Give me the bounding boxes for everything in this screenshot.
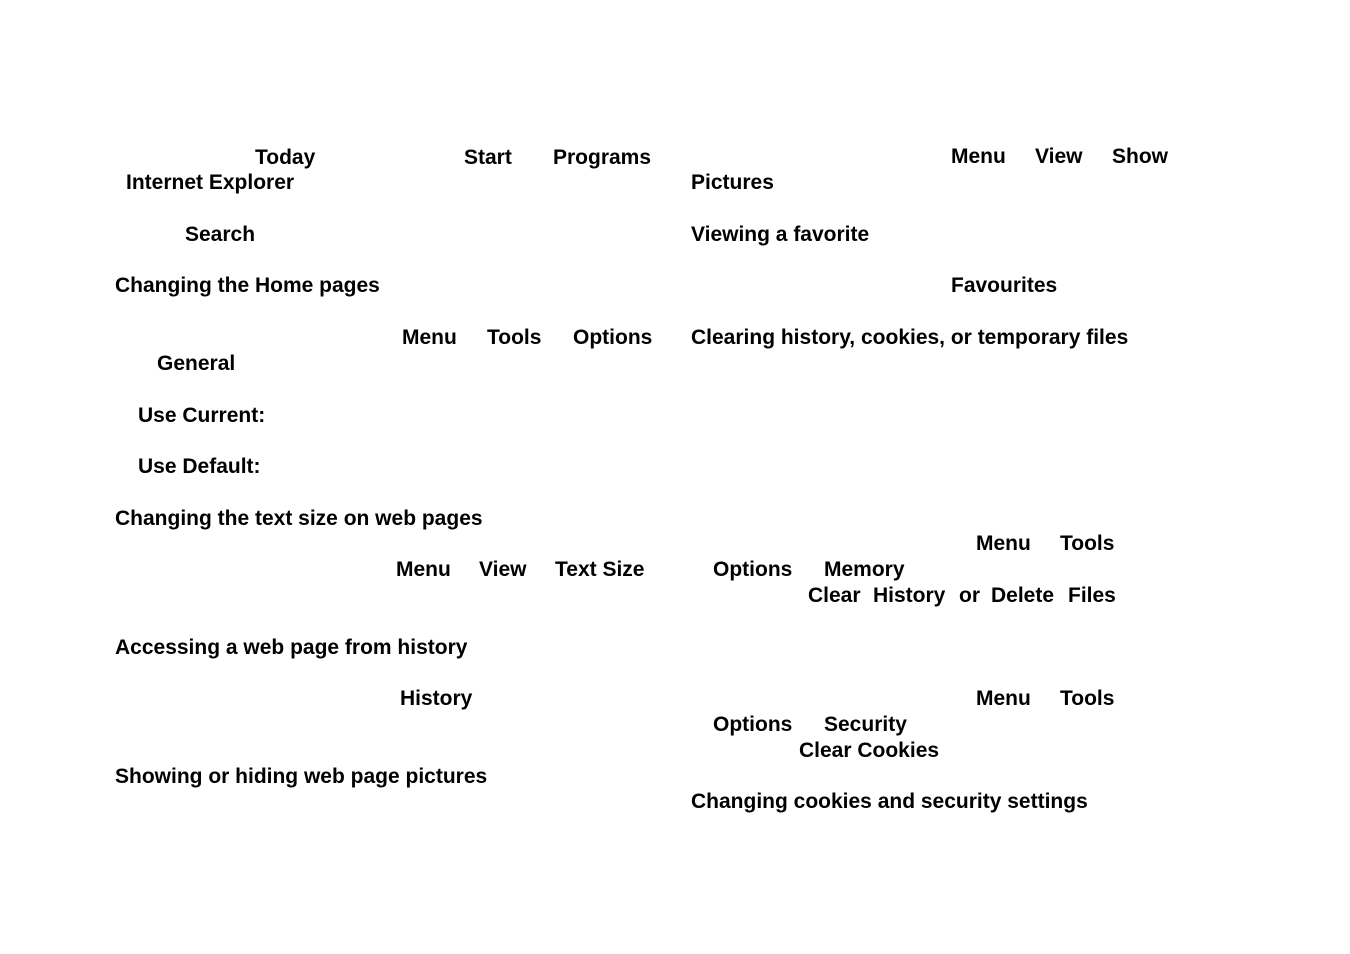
general-label: General (157, 352, 236, 375)
favourites-label: Favourites (951, 274, 1058, 297)
home-options-label: Options (573, 326, 653, 349)
heading-changing-text-size: Changing the text size on web pages (115, 507, 483, 530)
history-label: History (400, 687, 473, 710)
today-label: Today (255, 146, 316, 169)
clear-label: Clear (808, 584, 861, 607)
or-label: or (959, 584, 980, 607)
security-tools-label: Tools (1060, 687, 1115, 710)
pictures-menu-label: Menu (951, 145, 1006, 168)
heading-accessing-history: Accessing a web page from history (115, 636, 468, 659)
use-default-label: Use Default: (138, 455, 261, 478)
home-tools-label: Tools (487, 326, 542, 349)
security-options-label: Options (713, 713, 793, 736)
delete-label: Delete (991, 584, 1055, 607)
history-word-label: History (873, 584, 946, 607)
memory-menu-label: Menu (976, 532, 1031, 555)
start-label: Start (464, 146, 512, 169)
memory-label: Memory (824, 558, 905, 581)
pictures-view-label: View (1035, 145, 1083, 168)
text-size-label: Text Size (555, 558, 645, 581)
files-label: Files (1068, 584, 1116, 607)
internet-explorer-label: Internet Explorer (126, 171, 295, 194)
clear-cookies-label: Clear Cookies (799, 739, 940, 762)
text-view-label: View (479, 558, 527, 581)
pictures-show-label: Show (1112, 145, 1168, 168)
text-menu-label: Menu (396, 558, 451, 581)
search-label: Search (185, 223, 256, 246)
heading-clearing-history: Clearing history, cookies, or temporary files (691, 326, 1129, 349)
memory-tools-label: Tools (1060, 532, 1115, 555)
home-menu-label: Menu (402, 326, 457, 349)
security-menu-label: Menu (976, 687, 1031, 710)
security-label: Security (824, 713, 907, 736)
use-current-label: Use Current: (138, 404, 266, 427)
heading-changing-cookies: Changing cookies and security settings (691, 790, 1088, 813)
programs-label: Programs (553, 146, 652, 169)
memory-options-label: Options (713, 558, 793, 581)
pictures-label: Pictures (691, 171, 774, 194)
heading-showing-pictures: Showing or hiding web page pictures (115, 765, 488, 788)
heading-viewing-favorite: Viewing a favorite (691, 223, 870, 246)
heading-changing-home-pages: Changing the Home pages (115, 274, 380, 297)
